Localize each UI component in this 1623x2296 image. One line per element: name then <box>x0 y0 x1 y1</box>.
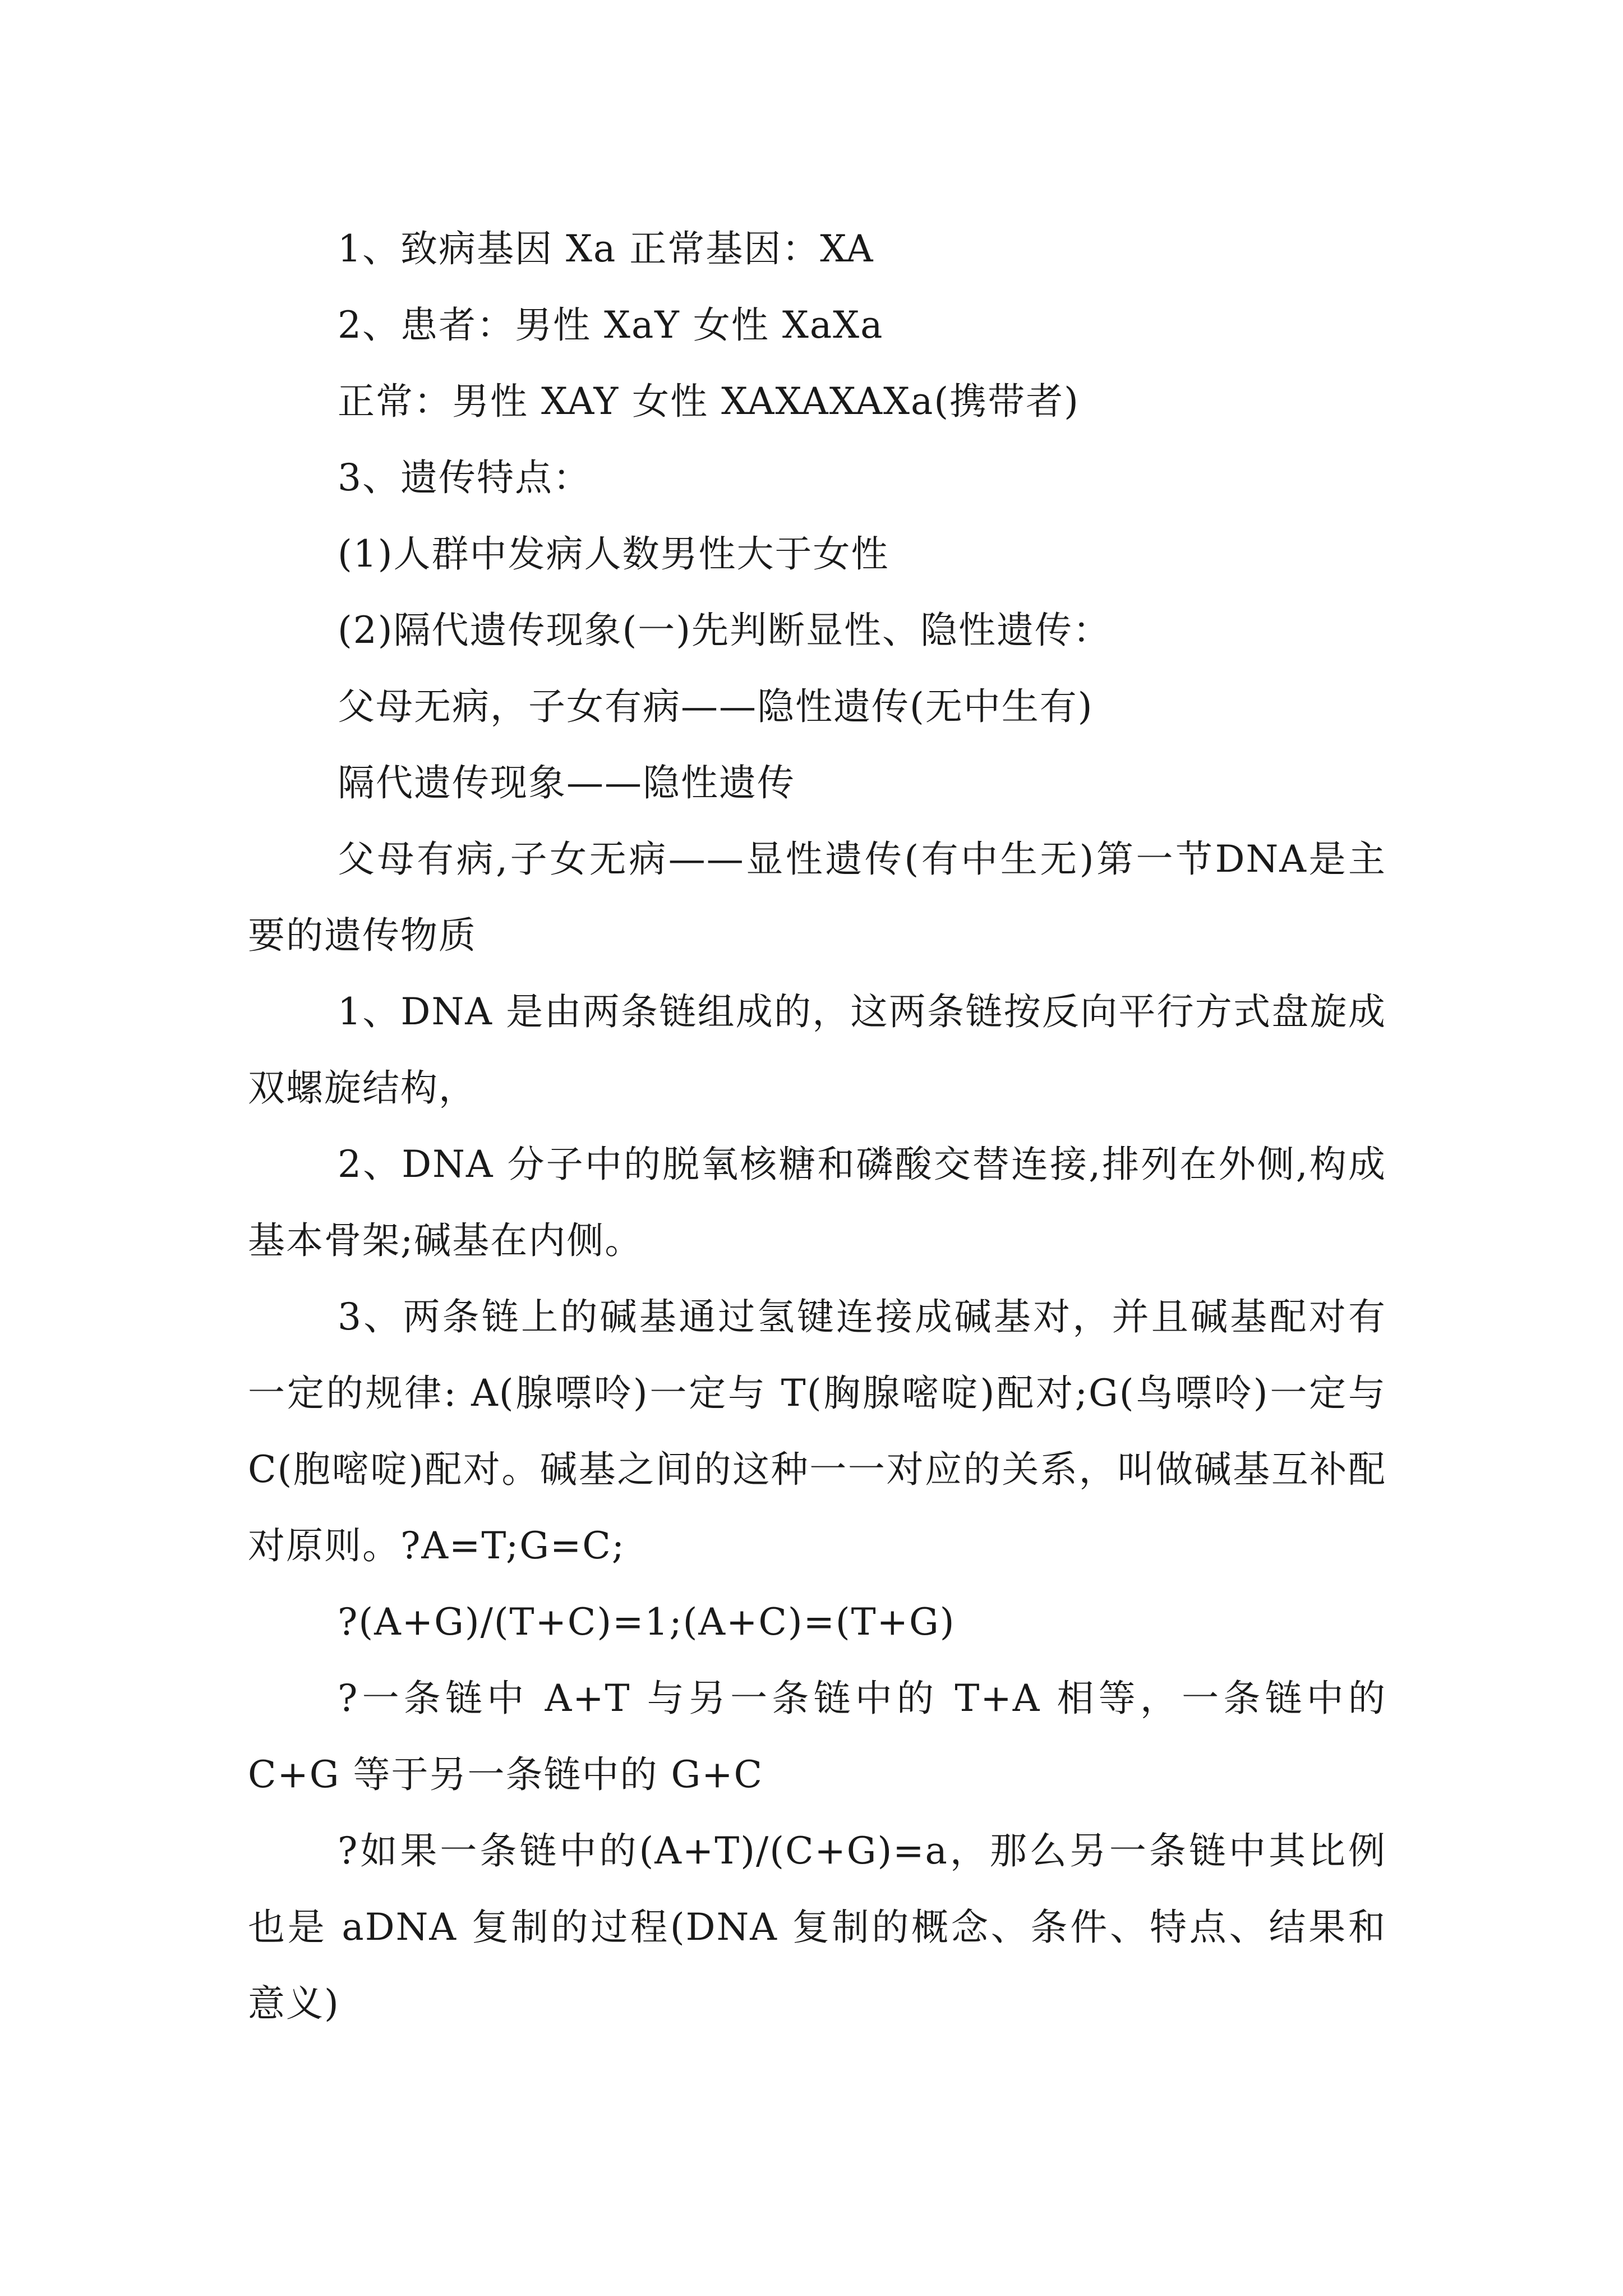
paragraph: ?如果一条链中的(A+T)/(C+G)=a，那么另一条链中其比例也是 aDNA 复制的过程(DNA 复制的概念、条件、特点、结果和意义) <box>248 1829 1386 2025</box>
paragraph: 正常：男性 XAY 女性 XAXAXAXa(携带者) <box>338 380 1080 423</box>
paragraph: 2、DNA 分子中的脱氧核糖和磷酸交替连接,排列在外侧,构成基本骨架;碱基在内侧。 <box>248 1143 1386 1262</box>
paragraph: ?一条链中 A+T 与另一条链中的 T+A 相等，一条链中的 C+G 等于另一条链中的 G+C <box>248 1677 1386 1796</box>
paragraph: 隔代遗传现象——隐性遗传 <box>338 761 795 804</box>
document-body <box>248 211 1386 2042</box>
paragraph: 1、DNA 是由两条链组成的，这两条链按反向平行方式盘旋成双螺旋结构， <box>248 990 1386 1110</box>
paragraph: 3、两条链上的碱基通过氢键连接成碱基对，并且碱基配对有一定的规律: A(腺嘌呤)一定与 T(胸腺嘧啶)配对;G(鸟嘌呤)一定与 C(胞嘧啶)配对。碱基之间的这种一一对应的关系，叫做碱基互补配对原则。?A=T;G=C; <box>248 1295 1386 1567</box>
paragraph: ?(A+G)/(T+C)=1;(A+C)=(T+G) <box>338 1600 956 1644</box>
paragraph: 2、患者：男性 XaY 女性 XaXa <box>338 303 884 347</box>
paragraph: 3、遗传特点： <box>338 456 591 499</box>
paragraph: (1)人群中发病人数男性大于女性 <box>338 532 889 576</box>
paragraph: 父母有病,子女无病——显性遗传(有中生无)第一节DNA是主要的遗传物质 <box>248 838 1386 957</box>
paragraph: 父母无病，子女有病——隐性遗传(无中生有) <box>338 685 1094 728</box>
paragraph: (2)隔代遗传现象(一)先判断显性、隐性遗传： <box>338 609 1111 652</box>
paragraph: 1、致病基因 Xa 正常基因：XA <box>338 227 874 270</box>
